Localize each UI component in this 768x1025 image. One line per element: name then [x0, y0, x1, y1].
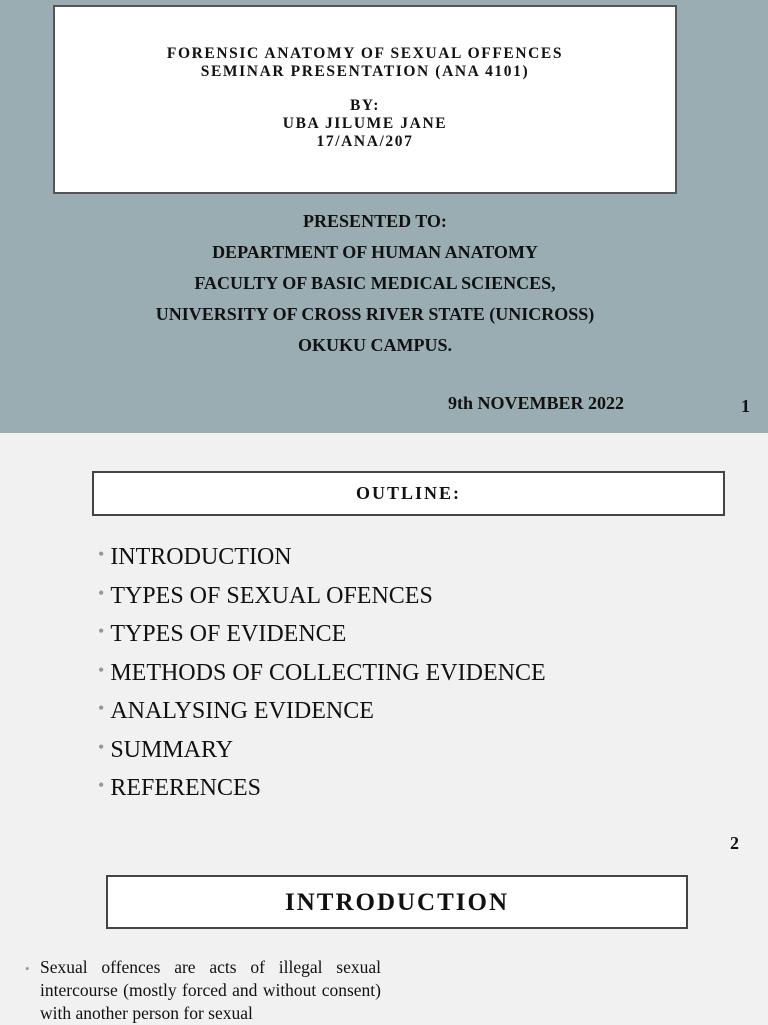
introduction-text: Sexual offences are acts of illegal sexual intercourse (mostly forced and without consent) with another person for sexual: [40, 957, 381, 1023]
list-item: • TYPES OF SEXUAL OFENCES: [98, 582, 433, 609]
list-item: • TYPES OF EVIDENCE: [98, 621, 347, 647]
page-number-1: 1: [741, 396, 750, 416]
list-item: • REFERENCES: [98, 775, 262, 801]
bullet-icon: •: [98, 582, 105, 603]
outline-list: [98, 538, 546, 808]
list-item: • ANALYSING EVIDENCE: [98, 698, 374, 724]
introduction-heading: INTRODUCTION: [106, 875, 688, 929]
presented-line-3: FACULTY OF BASIC MEDICAL SCIENCES,: [194, 273, 556, 293]
presented-to-block: [0, 206, 750, 361]
outline-heading: OUTLINE:: [92, 471, 725, 516]
slide-1: [0, 0, 768, 433]
bullet-icon: •: [98, 736, 105, 757]
presentation-date: 9th NOVEMBER 2022: [448, 393, 625, 413]
page-number-2: 2: [730, 833, 739, 853]
author-name: UBA JILUME JANE: [282, 115, 448, 132]
list-item: • SUMMARY: [98, 736, 234, 763]
by-label: BY:: [349, 97, 381, 114]
presented-line-1: PRESENTED TO:: [303, 211, 447, 231]
title-line-2: SEMINAR PRESENTATION (ANA 4101): [200, 63, 530, 80]
presented-line-2: DEPARTMENT OF HUMAN ANATOMY: [212, 242, 538, 262]
title-box: [53, 5, 677, 194]
title-line-1: FORENSIC ANATOMY OF SEXUAL OFFENCES: [166, 45, 564, 62]
bullet-icon: •: [25, 961, 30, 976]
list-item: • METHODS OF COLLECTING EVIDENCE: [98, 659, 546, 686]
bullet-icon: •: [98, 621, 105, 641]
presented-line-4: UNIVERSITY OF CROSS RIVER STATE (UNICROSS): [155, 304, 595, 324]
presented-line-5: OKUKU CAMPUS.: [298, 335, 452, 355]
bullet-icon: •: [98, 698, 105, 718]
bullet-icon: •: [98, 544, 105, 564]
registration-number: 17/ANA/207: [316, 133, 414, 150]
introduction-paragraph: [25, 956, 381, 1025]
bullet-icon: •: [98, 659, 105, 680]
list-item: • INTRODUCTION: [98, 544, 292, 570]
bullet-icon: •: [98, 775, 105, 795]
